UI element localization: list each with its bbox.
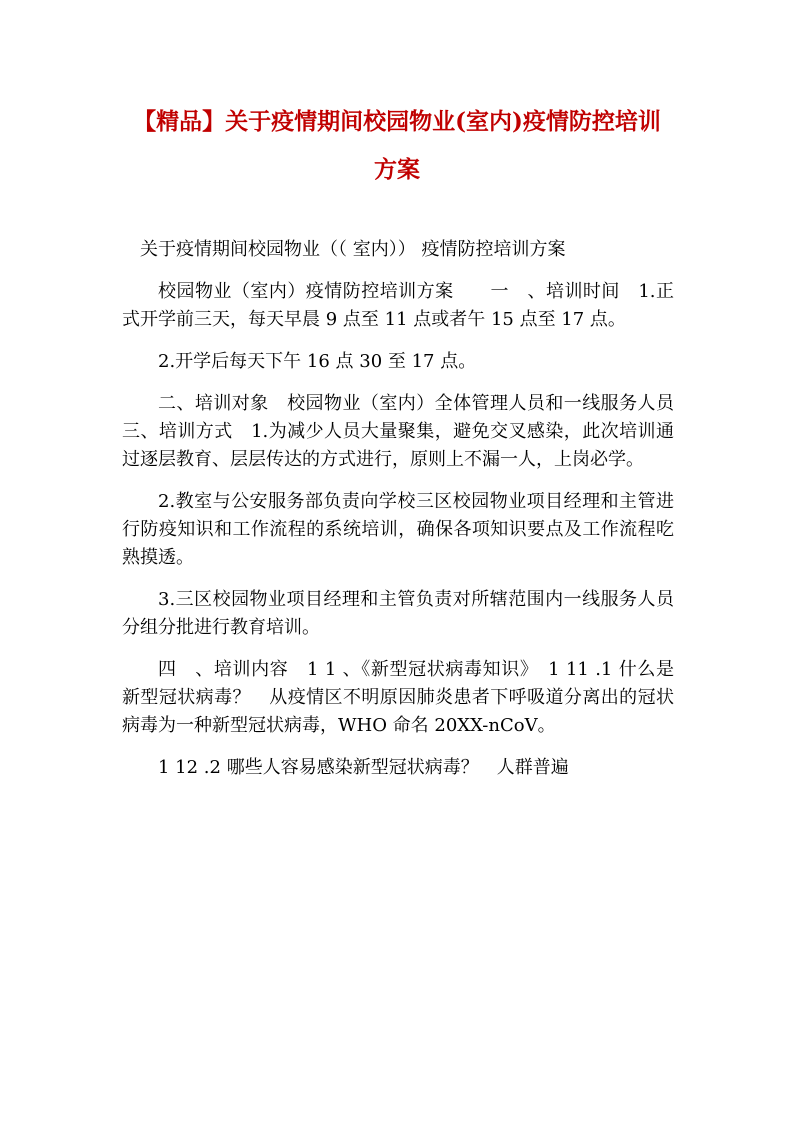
paragraph-training-targets: 二、培训对象 校园物业（室内）全体管理人员和一线服务人员 三、培训方式 1.为减少人员大量聚集，避免交叉感染，此次培训通过逐层教育、层层传达的方式进行，原则上不漏一人，上岗必学。: [122, 393, 692, 470]
paragraph-training-time: 校园物业（室内）疫情防控培训方案 一 、培训时间 1.正式开学前三天，每天早晨 9 点至 11 点或者午 15 点至 17 点。: [122, 281, 674, 330]
paragraph-susceptible-people: 1 12 .2 哪些人容易感染新型冠状病毒？ 人群普遍: [158, 757, 569, 778]
paragraph-group-training: 3.三区校园物业项目经理和主管负责对所辖范围内一线服务人员分组分批进行教育培训。: [122, 589, 674, 638]
title-line-2: 方案: [374, 156, 420, 183]
title-line-1: 【精品】关于疫情期间校园物业(室内)疫情防控培训: [133, 108, 661, 135]
paragraph-heading: 关于疫情期间校园物业（（ 室内）） 疫情防控培训方案: [140, 239, 566, 260]
document-title: [90, 98, 704, 194]
paragraph-training-content: 四 、培训内容 1 1 、《新型冠状病毒知识》 1 11 .1 什么是新型冠状病毒？ 从疫情区不明原因肺炎患者下呼吸道分离出的冠状病毒为一种新型冠状病毒，WHO 命名 20XX-nCoV。: [122, 659, 674, 736]
paragraph-after-school-start: 2.开学后每天下午 16 点 30 至 17 点。: [158, 351, 477, 372]
document-body: [122, 236, 692, 796]
paragraph-security-department: 2.教室与公安服务部负责向学校三区校园物业项目经理和主管进行防疫知识和工作流程的系统培训，确保各项知识要点及工作流程吃熟摸透。: [122, 491, 674, 568]
